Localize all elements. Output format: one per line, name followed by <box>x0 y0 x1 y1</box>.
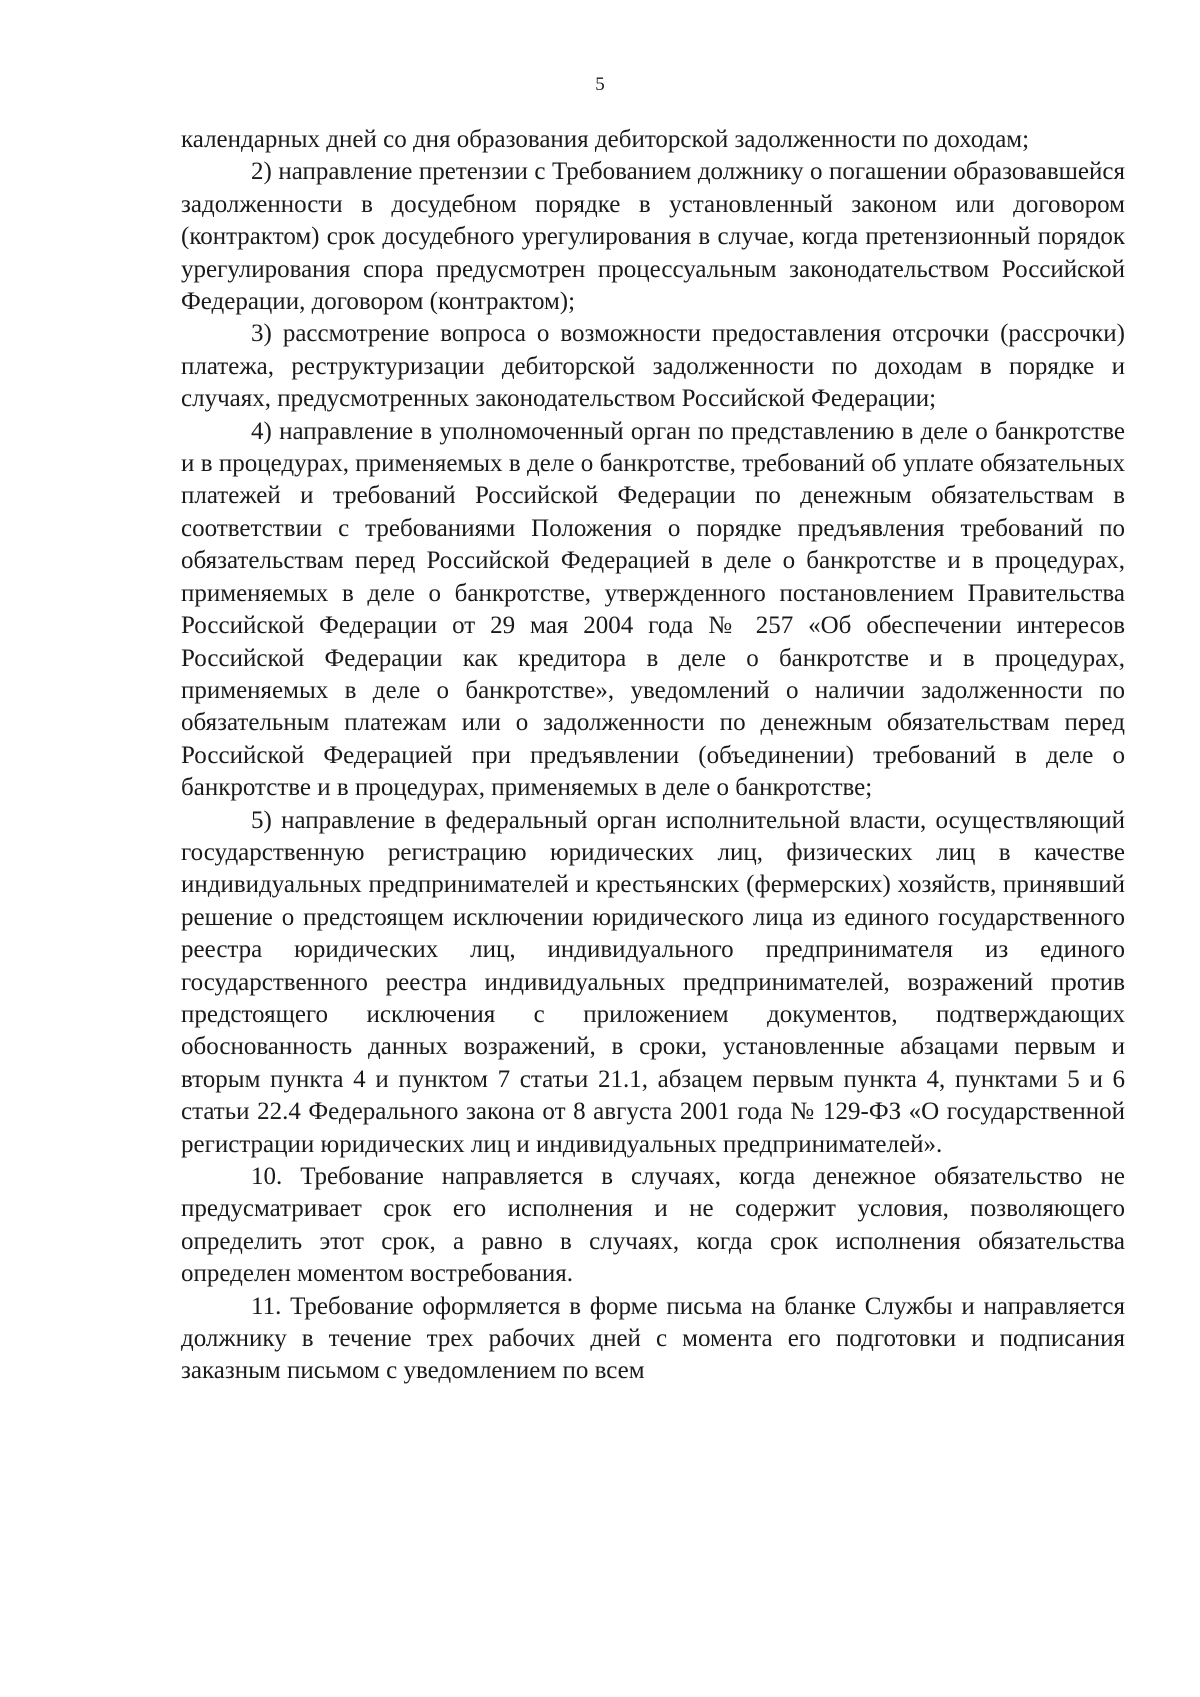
paragraph-item-3: 3) рассмотрение вопроса о возможности предоставления отсрочки (рассрочки) платежа, реструктуризации дебиторской задолженности по доходам в порядке и случаях, предусмотренных законодательством Российской Федерации; <box>181 320 1125 413</box>
document-body <box>181 124 1125 1388</box>
paragraph-continuation: календарных дней со дня образования дебиторской задолженности по доходам; <box>181 126 1030 153</box>
paragraph-item-4: 4) направление в уполномоченный орган по представлению в деле о банкротстве и в процедурах, применяемых в деле о банкротстве, требований об уплате обязательных платежей и требований Российской Федерации по денежным обязательствам в соответствии с требованиями Положения о порядке предъявления требований по обязательствам перед Российской Федерацией в деле о банкротстве и в процедурах, применяемых в деле о банкротстве, утвержденного постановлением Правительства Российской Федерации от 29 мая 2004 года № 257 «Об обеспечении интересов Российской Федерации как кредитора в деле о банкротстве и в процедурах, применяемых в деле о банкротстве», уведомлений о наличии задолженности по обязательным платежам или о задолженности по денежным обязательствам перед Российской Федерацией при предъявлении (объединении) требований в деле о банкротстве и в процедурах, применяемых в деле о банкротстве; <box>181 417 1125 802</box>
page-number: 5 <box>595 74 605 95</box>
paragraph-item-2: 2) направление претензии с Требованием должнику о погашении образовавшейся задолженности в досудебном порядке в установленный законом или договором (контрактом) срок досудебного урегулирования в случае, когда претензионный порядок урегулирования спора предусмотрен процессуальным законодательством Российской Федерации, договором (контрактом); <box>181 158 1125 316</box>
paragraph-clause-11: 11. Требование оформляется в форме письма на бланке Службы и направляется должнику в течение трех рабочих дней с момента его подготовки и подписания заказным письмом с уведомлением по всем <box>181 1292 1125 1385</box>
paragraph-clause-10: 10. Требование направляется в случаях, когда денежное обязательство не предусматривает срок его исполнения и не содержит условия, позволяющего определить этот срок, а равно в случаях, когда срок исполнения обязательства определен моментом востребования. <box>181 1163 1125 1288</box>
paragraph-item-5: 5) направление в федеральный орган исполнительной власти, осуществляющий государственную регистрацию юридических лиц, физических лиц в качестве индивидуальных предпринимателей и крестьянских (фермерских) хозяйств, принявший решение о предстоящем исключении юридического лица из единого государственного реестра юридических лиц, индивидуального предпринимателя из единого государственного реестра индивидуальных предпринимателей, возражений против предстоящего исключения с приложением документов, подтверждающих обоснованность данных возражений, в сроки, установленные абзацами первым и вторым пункта 4 и пунктом 7 статьи 21.1, абзацем первым пункта 4, пунктами 5 и 6 статьи 22.4 Федерального закона от 8 августа 2001 года № 129-ФЗ «О государственной регистрации юридических лиц и индивидуальных предпринимателей». <box>181 806 1125 1158</box>
